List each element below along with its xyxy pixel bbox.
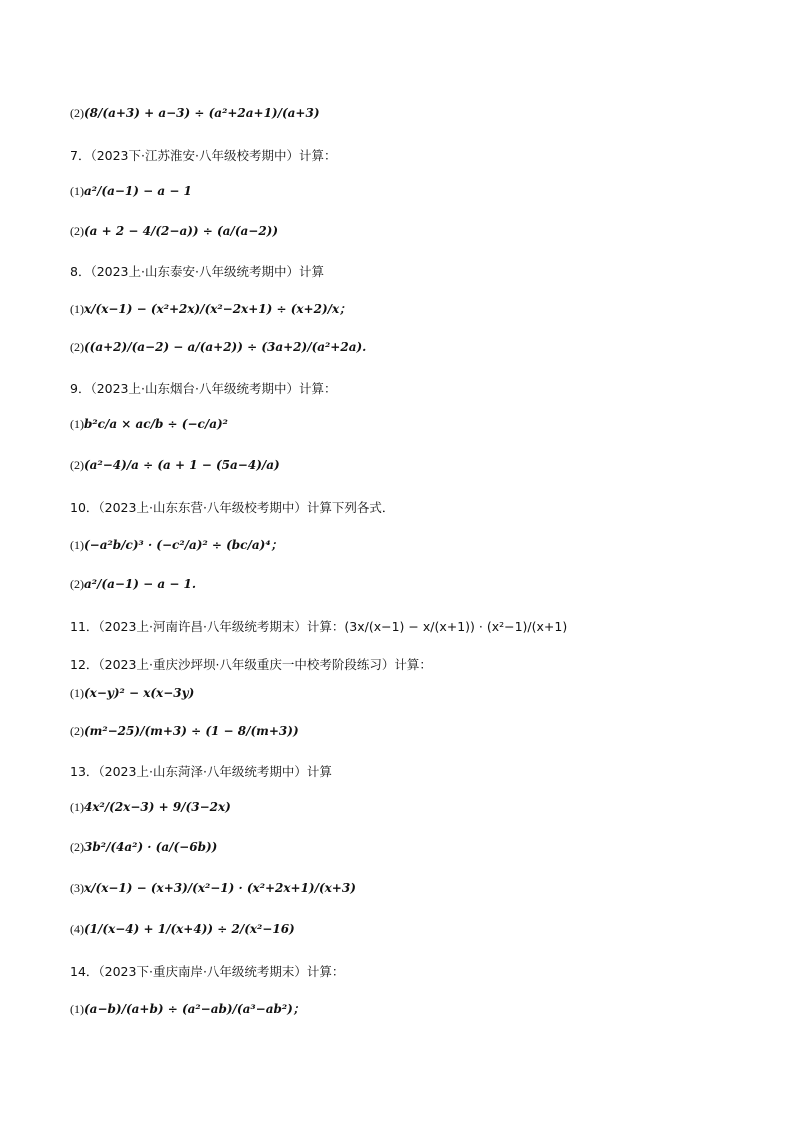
item-label: (1)	[70, 184, 84, 198]
item-q10-1	[70, 536, 283, 553]
item-label: (2)	[70, 224, 84, 238]
item-label: (3)	[70, 881, 84, 895]
math-expression: (x−y)² − x(x−3y)	[84, 686, 195, 700]
math-expression: (−a²b/c)³ · (−c²/a)² ÷ (bc/a)⁴；	[84, 538, 283, 552]
item-q7-2	[70, 224, 278, 239]
math-expression: (a + 2 − 4/(2−a)) ÷ (a/(a−2))	[84, 224, 279, 238]
item-q12-2	[70, 724, 299, 739]
item-q13-4	[70, 922, 295, 937]
item-q10-2	[70, 577, 196, 592]
item-label: (1)	[70, 800, 84, 814]
question-8: 8．（2023上·山东泰安·八年级统考期中）计算	[70, 264, 324, 279]
item-label: (2)	[70, 724, 84, 738]
item-label: (1)	[70, 538, 84, 552]
item-label: (1)	[70, 1002, 84, 1016]
item-q6-2	[70, 106, 320, 121]
question-9: 9．（2023上·山东烟台·八年级统考期中）计算：	[70, 381, 337, 396]
item-label: (2)	[70, 577, 84, 591]
item-q14-1	[70, 1000, 305, 1017]
math-expression: (a−b)/(a+b) ÷ (a²−ab)/(a³−ab²)；	[84, 1002, 305, 1016]
item-q13-3	[70, 881, 356, 896]
item-label: (2)	[70, 840, 84, 854]
item-label: (1)	[70, 686, 84, 700]
math-expression: (m²−25)/(m+3) ÷ (1 − 8/(m+3))	[84, 724, 299, 738]
item-q8-1	[70, 300, 351, 317]
math-expression: b²c/a × ac/b ÷ (−c/a)²	[84, 417, 228, 431]
question-11: 11．（2023上·河南许昌·八年级统考期末）计算：(3x/(x−1) − x/(x+1)) · (x²−1)/(x+1)	[70, 619, 568, 634]
question-13: 13．（2023上·山东菏泽·八年级统考期中）计算	[70, 764, 332, 779]
math-expression: x/(x−1) − (x+3)/(x²−1) · (x²+2x+1)/(x+3)	[84, 881, 356, 895]
math-expression: 3b²/(4a²) · (a/(−6b))	[84, 840, 218, 854]
item-q13-1	[70, 800, 231, 815]
math-expression: a²/(a−1) − a − 1.	[84, 577, 197, 591]
item-label: (2)	[70, 458, 84, 472]
item-label: (1)	[70, 302, 84, 316]
math-expression: ((a+2)/(a−2) − a/(a+2)) ÷ (3a+2)/(a²+2a).	[84, 340, 367, 354]
item-q9-2	[70, 458, 280, 473]
question-10: 10．（2023上·山东东营·八年级校考期中）计算下列各式．	[70, 500, 395, 515]
math-expression: (1/(x−4) + 1/(x+4)) ÷ 2/(x²−16)	[84, 922, 295, 936]
item-label: (1)	[70, 417, 84, 431]
math-expression: a²/(a−1) − a − 1	[84, 184, 192, 198]
math-expression: (a²−4)/a ÷ (a + 1 − (5a−4)/a)	[84, 458, 280, 472]
question-14: 14．（2023下·重庆南岸·八年级统考期末）计算：	[70, 964, 345, 979]
item-label: (2)	[70, 106, 84, 120]
math-expression: (8/(a+3) + a−3) ÷ (a²+2a+1)/(a+3)	[84, 106, 320, 120]
item-label: (2)	[70, 340, 84, 354]
item-q9-1	[70, 417, 228, 432]
item-q8-2	[70, 340, 366, 355]
math-expression: 4x²/(2x−3) + 9/(3−2x)	[84, 800, 231, 814]
item-q12-1	[70, 686, 194, 701]
question-12: 12．（2023上·重庆沙坪坝·八年级重庆一中校考阶段练习）计算：	[70, 657, 432, 672]
item-q13-2	[70, 840, 217, 855]
item-label: (4)	[70, 922, 84, 936]
math-expression: x/(x−1) − (x²+2x)/(x²−2x+1) ÷ (x+2)/x；	[84, 302, 352, 316]
question-7: 7．（2023下·江苏淮安·八年级校考期中）计算：	[70, 148, 337, 163]
item-q7-1	[70, 184, 192, 199]
